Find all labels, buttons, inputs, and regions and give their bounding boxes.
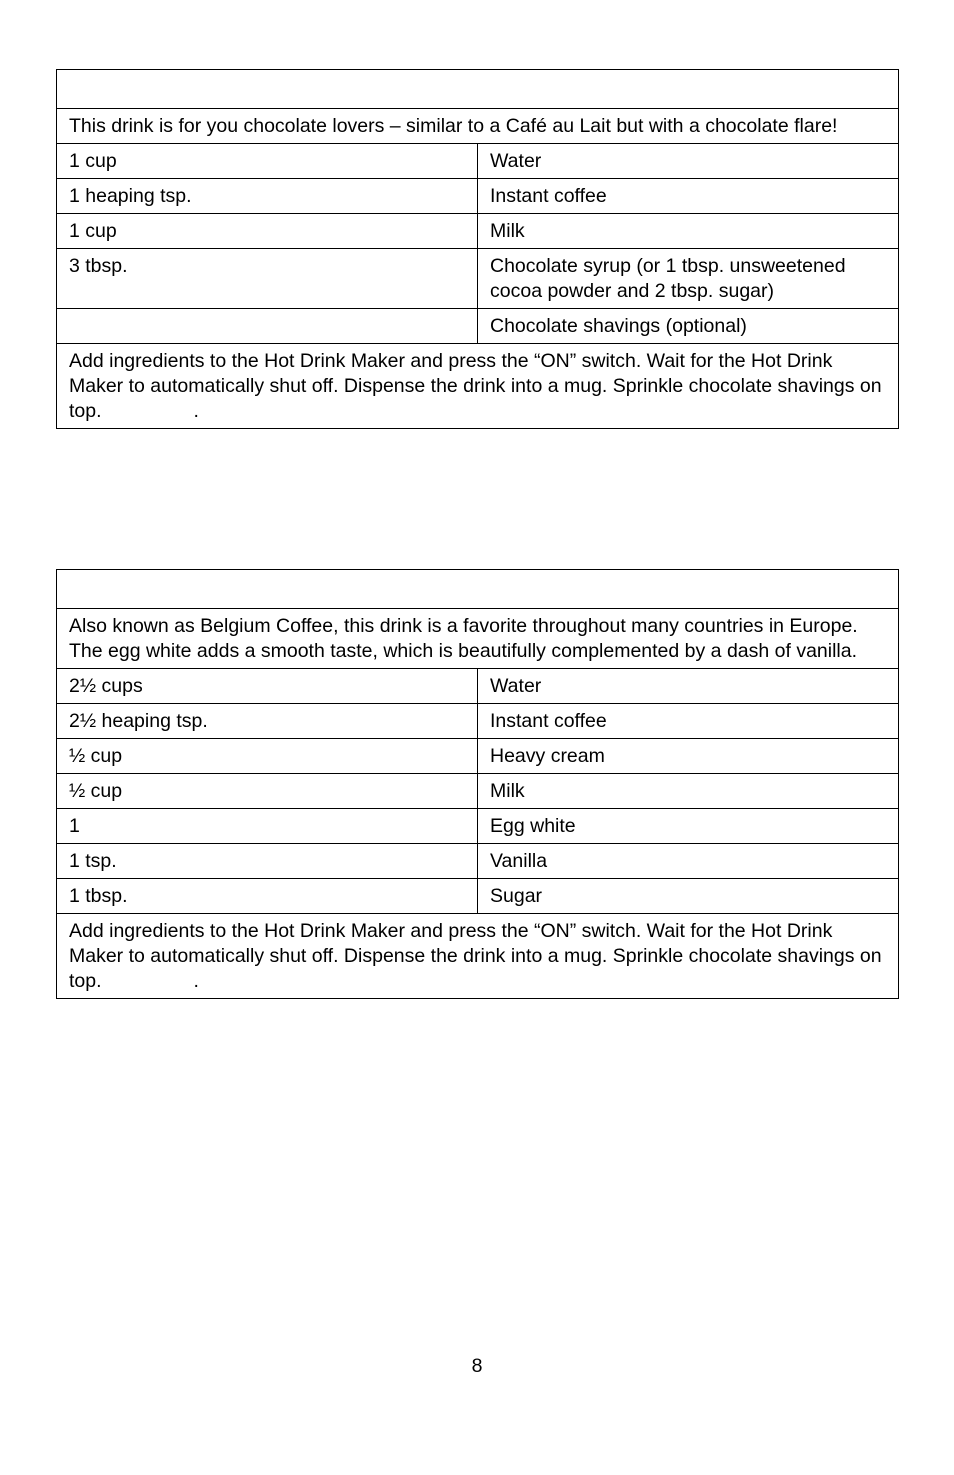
ingredient-amount: 1 cup — [57, 144, 478, 179]
recipe-instructions-end: . — [193, 970, 199, 992]
ingredient-row — [57, 774, 899, 809]
ingredient-item: Egg white — [478, 809, 899, 844]
recipe-instructions-text: Add ingredients to the Hot Drink Maker and press the “ON” switch. Wait for the Hot Drink Maker to automatically shut off. Dispense the drink into a mug. Sprinkle chocolate shavings on top. — [69, 350, 882, 422]
ingredient-row — [57, 249, 899, 309]
ingredient-amount: 1 cup — [57, 214, 478, 249]
ingredient-row — [57, 144, 899, 179]
recipe-title — [57, 70, 899, 109]
ingredient-item: Milk — [478, 214, 899, 249]
ingredient-row — [57, 669, 899, 704]
page-number: 8 — [471, 1355, 483, 1377]
recipe-table-mocha — [56, 69, 899, 429]
ingredient-item: Heavy cream — [478, 739, 899, 774]
ingredient-item: Sugar — [478, 879, 899, 914]
ingredient-item: Chocolate syrup (or 1 tbsp. unsweetened cocoa powder and 2 tbsp. sugar) — [478, 249, 899, 309]
ingredient-row — [57, 214, 899, 249]
recipe-description-row — [57, 109, 899, 144]
ingredient-item: Instant coffee — [478, 704, 899, 739]
ingredient-amount: ½ cup — [57, 739, 478, 774]
ingredient-item: Water — [478, 144, 899, 179]
recipe-table-belgium-coffee — [56, 569, 899, 999]
ingredient-item: Milk — [478, 774, 899, 809]
recipe-instructions-text: Add ingredients to the Hot Drink Maker and press the “ON” switch. Wait for the Hot Drink Maker to automatically shut off. Dispense the drink into a mug. Sprinkle chocolate shavings on top. — [69, 920, 882, 992]
ingredient-item: Water — [478, 669, 899, 704]
ingredient-row — [57, 179, 899, 214]
ingredient-amount: ½ cup — [57, 774, 478, 809]
recipe-title — [57, 570, 899, 609]
ingredient-row — [57, 844, 899, 879]
recipe-instructions — [57, 344, 899, 429]
recipe-instructions-row — [57, 914, 899, 999]
ingredient-item: Instant coffee — [478, 179, 899, 214]
ingredient-amount — [57, 309, 478, 344]
ingredient-amount: 3 tbsp. — [57, 249, 478, 309]
ingredient-row — [57, 704, 899, 739]
ingredient-amount: 2½ cups — [57, 669, 478, 704]
ingredient-row — [57, 739, 899, 774]
ingredient-item: Vanilla — [478, 844, 899, 879]
recipe-title-row — [57, 70, 899, 109]
recipe-instructions — [57, 914, 899, 999]
ingredient-item: Chocolate shavings (optional) — [478, 309, 899, 344]
ingredient-amount: 1 tsp. — [57, 844, 478, 879]
ingredient-row — [57, 309, 899, 344]
recipe-instructions-row — [57, 344, 899, 429]
recipe-title-row — [57, 570, 899, 609]
ingredient-amount: 1 heaping tsp. — [57, 179, 478, 214]
ingredient-amount: 2½ heaping tsp. — [57, 704, 478, 739]
ingredient-amount: 1 tbsp. — [57, 879, 478, 914]
recipe-description: Also known as Belgium Coffee, this drink is a favorite throughout many countries in Europe. The egg white adds a smooth taste, which is beautifully complemented by a dash of vanilla. — [57, 609, 899, 669]
ingredient-amount: 1 — [57, 809, 478, 844]
recipe-description-row — [57, 609, 899, 669]
recipe-instructions-end: . — [193, 400, 199, 422]
ingredient-row — [57, 879, 899, 914]
ingredient-row — [57, 809, 899, 844]
recipe-description: This drink is for you chocolate lovers – similar to a Café au Lait but with a chocolate flare! — [57, 109, 899, 144]
